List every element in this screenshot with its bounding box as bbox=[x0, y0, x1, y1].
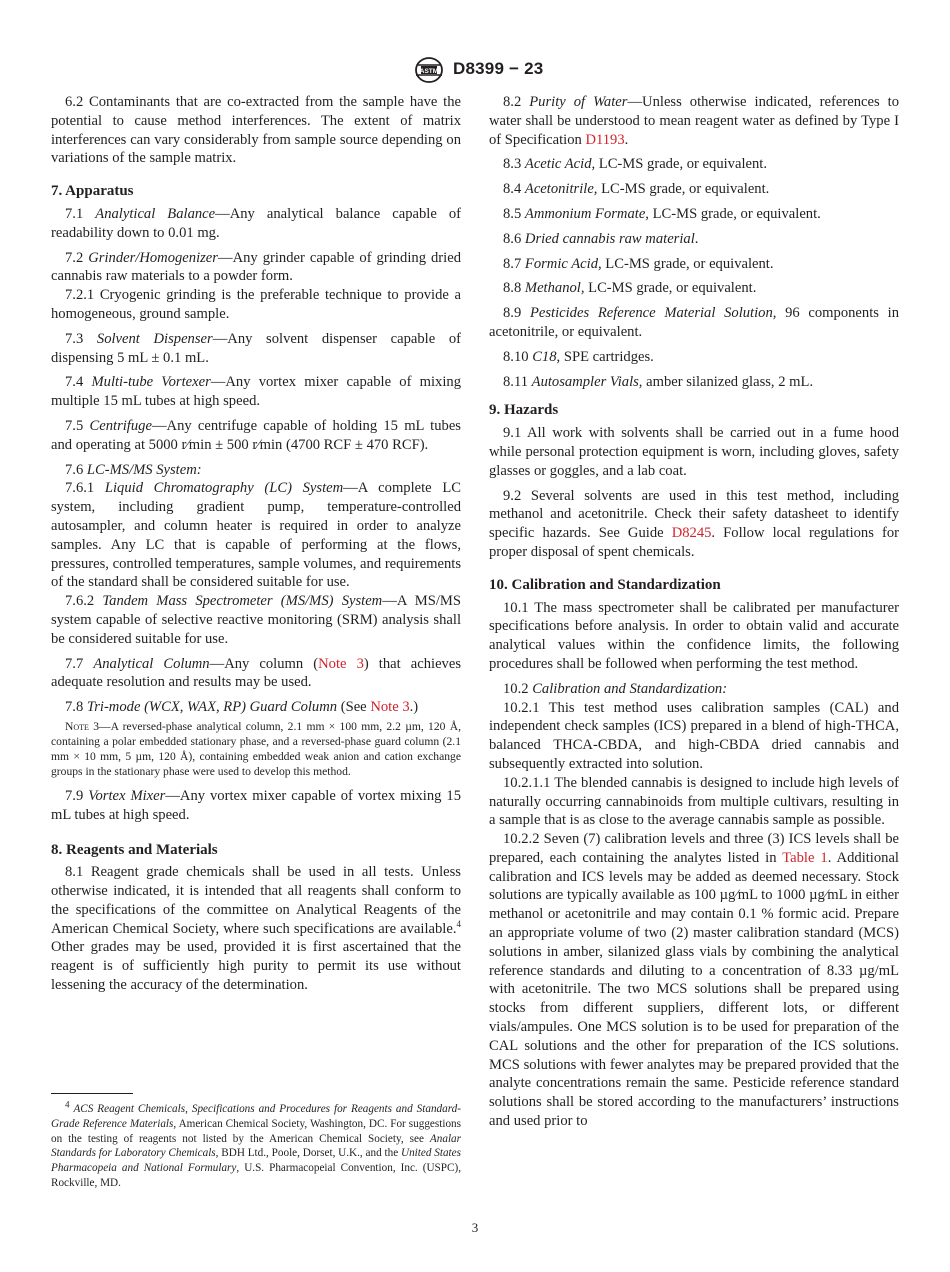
para-8-9: 8.9 Pesticides Reference Material Solution, 96 components in acetonitrile, or equivalent. bbox=[489, 305, 899, 340]
para-8-2: 8.2 Purity of Water—Unless otherwise indicated, references to water shall be understood to mean reagent water as defined by Type I of Specification D1193. bbox=[489, 94, 899, 148]
para-7-5: 7.5 Centrifuge—Any centrifuge capable of holding 15 mL tubes and operating at 5000 r⁄min ± 500 r⁄min (4700 RCF ± 470 RCF). bbox=[51, 417, 461, 453]
d8245-link[interactable]: D8245 bbox=[671, 525, 712, 542]
para-8-11: 8.11 Autosampler Vials, amber silanized glass, 2 mL. bbox=[503, 373, 814, 390]
para-10-1: 10.1 The mass spectrometer shall be calibrated per manufacturer specifications before analysis. In order to obtain valid and accurate analytical values within the confidence limits, the following procedures shall be followed when performing the test method. bbox=[489, 599, 899, 672]
table-1-link[interactable]: Table 1 bbox=[782, 849, 828, 866]
para-7-7: 7.7 Analytical Column—Any column (Note 3) that achieves adequate resolution and results may be used. bbox=[51, 655, 461, 691]
para-6-2: 6.2 Contaminants that are co-extracted from the sample have the potential to cause method interferences. The extent of matrix interferences can vary considerably from sample source depending on variations of the sample matrix. bbox=[51, 94, 461, 167]
footnote-ref[interactable]: 4 bbox=[456, 918, 461, 929]
para-9-1: 9.1 All work with solvents shall be carried out in a fume hood while personal protection equipment is worn, including gloves, safety glasses or goggles, and a lab coat. bbox=[489, 425, 899, 479]
para-8-3: 8.3 Acetic Acid, LC-MS grade, or equivalent. bbox=[503, 156, 767, 173]
page-header bbox=[0, 55, 950, 85]
para-10-2-2: 10.2.2 Seven (7) calibration levels and three (3) ICS levels shall be prepared, each containing the analytes listed in Table 1. Additional calibration and ICS levels may be added as deemed necessary. Stock solutions are typically available as 100 µg⁄mL to 1000 µg⁄mL in either methanol or acetonitrile and may contain 0.1 % formic acid. Prepare an appropriate volume of two (2) master calibration standard (MCS) solutions in amber, silanized glass vials by combining the analytical reference standards and diluting to a concentration of 8.33 µg/mL with acetonitrile. The two MCS solutions shall be prepared using stocks from different suppliers, different lots, or different vials/ampules. One MCS solution is to be used for preparation of the CAL solutions and the other for preparation of the ICS solutions. MCS solutions with fewer analytes may be prepared provided that the analyte concentrations remain the same. Pesticide reference standard solutions shall be stored according to the manufacturers’ instructions and used prior to bbox=[489, 831, 899, 1130]
section-7-heading: 7. Apparatus bbox=[51, 183, 134, 200]
para-8-7: 8.7 Formic Acid, LC-MS grade, or equivalent. bbox=[503, 255, 774, 272]
left-column bbox=[51, 93, 461, 995]
section-10-heading: 10. Calibration and Standardization bbox=[489, 576, 721, 593]
para-7-6-1: 7.6.1 Liquid Chromatography (LC) System—A complete LC system, including gradient pump, temperature-controlled autosampler, and column heater is required in order to analyze samples. Any LC that is capable of performing at the flows, pressures, controlled temperatures, sample volumes, and requirements of the standard shall be considered suitable for use. bbox=[51, 480, 461, 591]
right-column bbox=[489, 93, 899, 1131]
para-8-5: 8.5 Ammonium Formate, LC-MS grade, or equivalent. bbox=[503, 205, 821, 222]
para-9-2: 9.2 Several solvents are used in this test method, including methanol and acetonitrile. Check their safety datasheet to identify specific hazards. See Guide D8245. Follow local regulations for proper disposal of spent chemicals. bbox=[489, 487, 900, 560]
para-8-6: 8.6 Dried cannabis raw material. bbox=[503, 230, 699, 247]
standard-designation: D8399 − 23 bbox=[453, 59, 544, 78]
para-10-2-1: 10.2.1 This test method uses calibration samples (CAL) and independent check samples (ICS) prepared in a blend of high-THCA, balanced THCA-CBDA, and high-CBDA dried cannabis and subsequently extracted into solution. bbox=[489, 699, 899, 772]
note-3: Note 3—A reversed-phase analytical column, 2.1 mm × 100 mm, 2.2 µm, 120 Å, containing a polar embedded stationary phase, and a reversed-phase guard column (2.1 mm × 10 mm, 5 µm, 120 Å), containing embedded weak anion and cation exchange groups in the stationary phase were used to develop this method. bbox=[51, 719, 461, 778]
para-8-1: 8.1 Reagent grade chemicals shall be used in all tests. Unless otherwise indicated, it is intended that all reagents shall conform to the specifications of the committee on Analytical Reagents of the American Chemical Society, where such specifications are available.$^4$ Other grades may be used, provided it is first ascertained that the reagent is of sufficiently high purity to permit its use without lessening the accuracy of the determination. bbox=[51, 864, 461, 994]
section-8-heading: 8. Reagents and Materials bbox=[51, 841, 218, 858]
para-7-6: 7.6 LC-MS/MS System: bbox=[65, 461, 202, 478]
para-8-4: 8.4 Acetonitrile, LC-MS grade, or equivalent. bbox=[503, 181, 770, 198]
section-9-heading: 9. Hazards bbox=[489, 402, 559, 419]
para-7-4: 7.4 Multi-tube Vortexer—Any vortex mixer capable of mixing multiple 15 mL tubes at high speed. bbox=[51, 374, 462, 410]
note-3-link[interactable]: Note 3 bbox=[318, 655, 364, 672]
para-8-10: 8.10 C18, SPE cartridges. bbox=[503, 348, 654, 365]
para-7-1: 7.1 Analytical Balance—Any analytical balance capable of readability down to 0.01 mg. bbox=[51, 205, 461, 241]
para-10-2-1-1: 10.2.1.1 The blended cannabis is designed to include high levels of naturally occurring cannabinoids from multiple cultivars, resulting in a sample that is as close to the average cannabis sample as possible. bbox=[489, 774, 899, 829]
footnote-4: $^4$ ACS Reagent Chemicals, Specifications and Procedures for Reagents and Standard-Grade Reference Materials, American Chemical Society, Washington, DC. For suggestions on the testing of reagents not listed by the American Chemical Society, see Analar Standards for Laboratory Chemicals, BDH Ltd., Poole, Dorset, U.K., and the United States Pharmacopeia and National Formulary, U.S. Pharmacopeial Convention, Inc. (USPC), Rockville, MD. bbox=[51, 1099, 461, 1189]
para-7-6-2: 7.6.2 Tandem Mass Spectrometer (MS/MS) System—A MS/MS system capable of selective reactive monitoring (SRM) analysis shall be considered suitable for use. bbox=[51, 593, 461, 647]
footnote-rule bbox=[51, 1093, 133, 1094]
para-7-2: 7.2 Grinder/Homogenizer—Any grinder capable of grinding dried cannabis raw materials to a powder form. bbox=[51, 249, 461, 285]
para-7-9: 7.9 Vortex Mixer—Any vortex mixer capable of vortex mixing 15 mL tubes at high speed. bbox=[51, 787, 462, 823]
svg-text:ASTM: ASTM bbox=[419, 68, 439, 75]
astm-logo bbox=[410, 57, 448, 83]
para-8-8: 8.8 Methanol, LC-MS grade, or equivalent. bbox=[503, 280, 757, 297]
para-7-3: 7.3 Solvent Dispenser—Any solvent dispenser capable of dispensing 5 mL ± 0.1 mL. bbox=[51, 330, 461, 366]
page-number: 3 bbox=[471, 1220, 479, 1235]
d1193-link[interactable]: D1193 bbox=[585, 131, 625, 148]
para-7-8: 7.8 Tri-mode (WCX, WAX, RP) Guard Column (See Note 3.) bbox=[65, 699, 419, 716]
para-10-2: 10.2 Calibration and Standardization: bbox=[503, 680, 728, 697]
para-7-2-1: 7.2.1 Cryogenic grinding is the preferable technique to provide a homogeneous, ground sample. bbox=[51, 287, 461, 322]
note-3-link[interactable]: Note 3 bbox=[370, 699, 410, 716]
